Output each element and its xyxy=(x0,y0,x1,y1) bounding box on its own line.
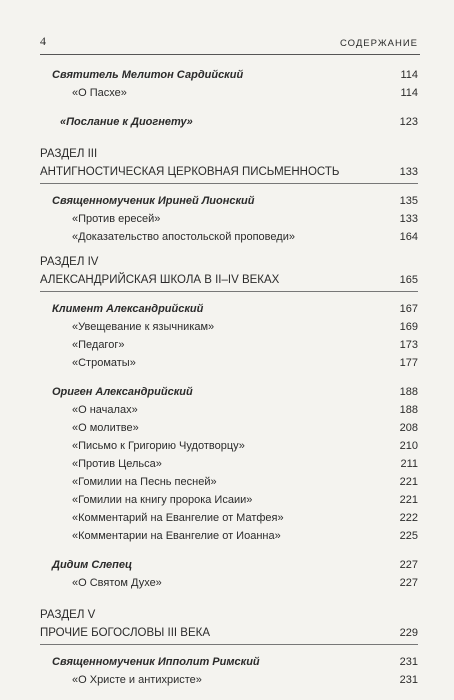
section-divider xyxy=(40,644,418,645)
toc-work: «О молитве» 208 xyxy=(72,422,418,434)
toc-author-clement: Климент Александрийский 167 xyxy=(52,303,418,315)
running-head: СОДЕРЖАНИЕ xyxy=(340,38,418,49)
section-title-row: АЛЕКСАНДРИЙСКАЯ ШКОЛА В II–IV ВЕКАХ 165 xyxy=(40,274,418,286)
toc-work: «Против Цельса» 211 xyxy=(72,458,418,470)
section-label: РАЗДЕЛ III xyxy=(40,148,98,160)
header-rule xyxy=(40,54,420,55)
section-divider xyxy=(40,291,418,292)
section-title-row: АНТИГНОСТИЧЕСКАЯ ЦЕРКОВНАЯ ПИСЬМЕННОСТЬ 133 xyxy=(40,166,418,178)
toc-work: «О началах» 188 xyxy=(72,404,418,416)
toc-work: «Строматы» 177 xyxy=(72,357,418,369)
page-number: 4 xyxy=(40,34,46,48)
toc-work: «Письмо к Григорию Чудотворцу» 210 xyxy=(72,440,418,452)
toc-work: «О Христе и антихристе» 231 xyxy=(72,674,418,686)
toc-work: «Против ересей» 133 xyxy=(72,213,418,225)
toc-work: «Комментарии на Евангелие от Иоанна» 225 xyxy=(72,530,418,542)
toc-work: «Увещевание к язычникам» 169 xyxy=(72,321,418,333)
toc-author-melito: Святитель Мелитон Сардийский 114 xyxy=(52,69,418,81)
table-of-contents xyxy=(40,66,418,689)
section-label: РАЗДЕЛ IV xyxy=(40,256,99,268)
toc-work: «Комментарий на Евангелие от Матфея» 222 xyxy=(72,512,418,524)
toc-work: «О Святом Духе» 227 xyxy=(72,577,418,589)
toc-author-hippolytus: Священномученик Ипполит Римский 231 xyxy=(52,656,418,668)
toc-work: «Педагог» 173 xyxy=(72,339,418,351)
toc-work: «Доказательство апостольской проповеди» 164 xyxy=(72,231,418,243)
section-title-row: ПРОЧИЕ БОГОСЛОВЫ III ВЕКА 229 xyxy=(40,627,418,639)
toc-work: «Гомилии на Песнь песней» 221 xyxy=(72,476,418,488)
toc-author-origen: Ориген Александрийский 188 xyxy=(52,386,418,398)
toc-author-irenaeus: Священномученик Ириней Лионский 135 xyxy=(52,195,418,207)
toc-work: «Гомилии на книгу пророка Исаии» 221 xyxy=(72,494,418,506)
toc-work-diognetus: «Послание к Диогнету» 123 xyxy=(60,116,418,128)
toc-work: «О Пасхе» 114 xyxy=(72,87,418,99)
section-divider xyxy=(40,183,418,184)
section-label: РАЗДЕЛ V xyxy=(40,609,96,621)
toc-author-didymus: Дидим Слепец 227 xyxy=(52,559,418,571)
